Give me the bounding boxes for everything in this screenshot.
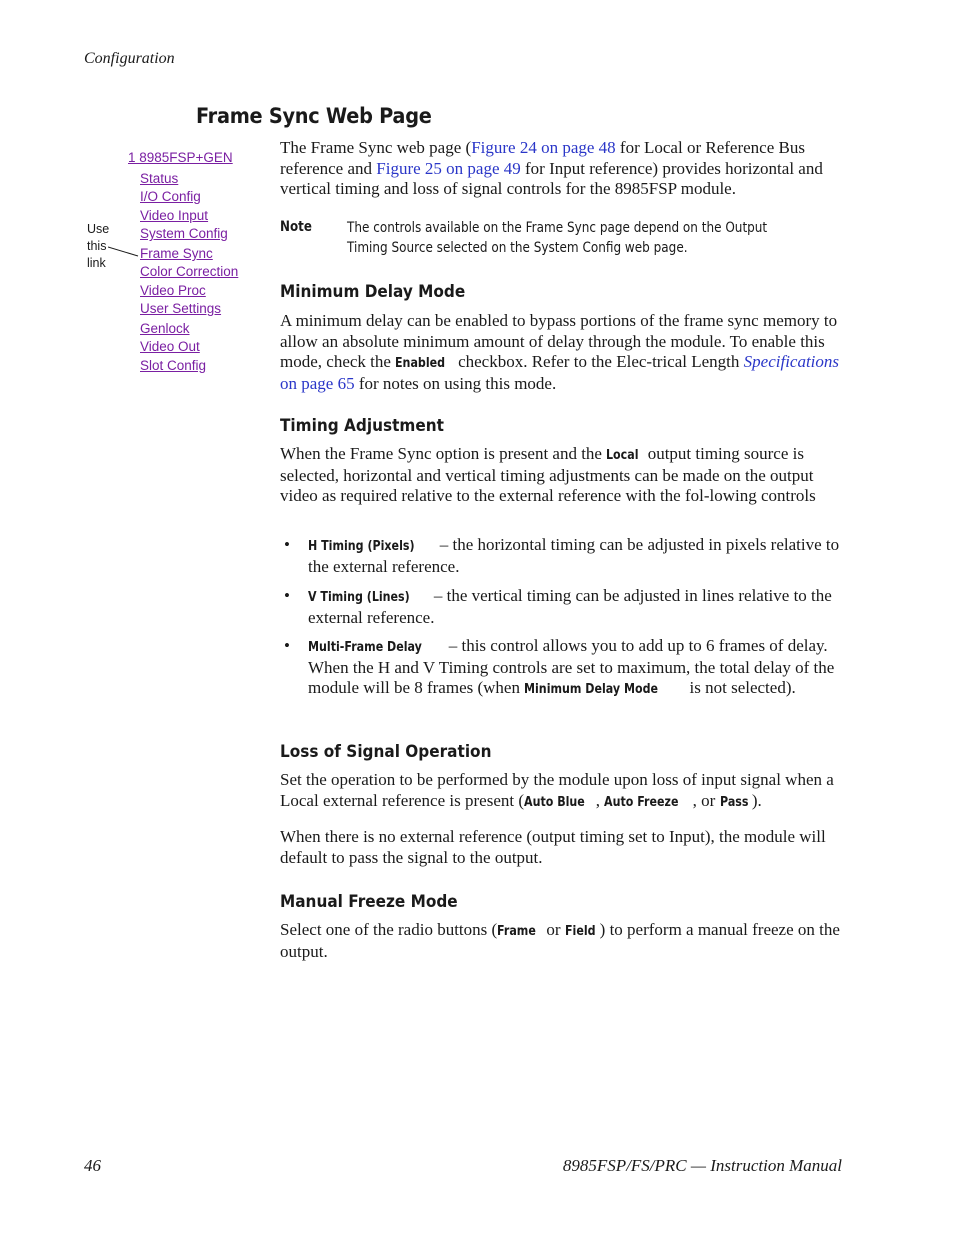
- note-label: Note: [280, 219, 312, 235]
- text: output timing source is selected, horizontal and vertical timing adjustments can be made on the output video as required relative to the external reference with the fol-lowing controls: [280, 444, 816, 505]
- text: on page 65: [280, 373, 355, 393]
- ui-term-enabled: Enabled: [395, 355, 446, 371]
- ui-term-h-timing: H Timing (Pixels): [308, 538, 415, 554]
- nav-item-status[interactable]: Status: [140, 171, 179, 186]
- nav-item-user-settings[interactable]: User Settings: [140, 301, 222, 316]
- text: for Input reference) provides horizontal and vertical timing and loss of signal controls for the 8985FSP module.: [280, 158, 823, 198]
- bullet-multi-frame-delay: [308, 636, 845, 700]
- callout-word: link: [87, 256, 106, 270]
- section-heading-timing-adjustment: Timing Adjustment: [280, 416, 444, 436]
- callout-word: this: [87, 239, 107, 253]
- text: When the Frame Sync option is present and the: [280, 444, 607, 463]
- callout-leader-line: [108, 246, 140, 258]
- nav-item-video-out[interactable]: Video Out: [140, 339, 200, 354]
- nav-item-video-proc[interactable]: Video Proc: [140, 283, 206, 298]
- ui-term-multi-frame-delay: Multi-Frame Delay: [308, 639, 422, 655]
- bullet-h-timing: [308, 535, 845, 577]
- ui-term-v-timing: V Timing (Lines): [308, 589, 410, 605]
- text: Set the operation to be performed by the module upon loss of input signal when a Local external reference is present (: [280, 770, 834, 810]
- nav-item-frame-sync[interactable]: Frame Sync: [140, 246, 213, 261]
- manual-freeze-paragraph: [280, 920, 845, 962]
- text: ).: [751, 790, 762, 810]
- minimum-delay-paragraph: [280, 311, 845, 394]
- intro-paragraph: [280, 138, 845, 200]
- text: A minimum delay can be enabled to bypass portions of the frame sync memory to allow an absolute minimum amount of delay through the module. To enable this mode, check the: [280, 311, 838, 371]
- text: checkbox. Refer to the Elec-trical Length: [453, 352, 744, 371]
- text: – the horizontal timing can be adjusted in pixels relative to the external reference.: [308, 535, 840, 576]
- bullet-v-timing: [308, 586, 845, 628]
- timing-paragraph: [280, 444, 845, 507]
- callout-word: Use: [87, 222, 110, 236]
- text: , or: [692, 790, 720, 810]
- manual-title: 8985FSP/FS/PRC — Instruction Manual: [562, 1156, 842, 1175]
- note-text: The controls available on the Frame Sync page depend on the Output Timing Source selected on the System Config web page.: [347, 220, 768, 256]
- text: – the vertical timing can be adjusted in lines relative to the external reference.: [308, 586, 832, 627]
- text: is not selected).: [685, 678, 796, 697]
- page-title: Frame Sync Web Page: [196, 104, 432, 128]
- page-number: 46: [84, 1156, 101, 1175]
- ui-term-local: Local: [606, 447, 639, 463]
- section-heading-minimum-delay: Minimum Delay Mode: [280, 282, 466, 302]
- ui-term-frame: Frame: [497, 923, 537, 939]
- bullet: •: [284, 586, 290, 605]
- section-heading-manual-freeze: Manual Freeze Mode: [280, 892, 458, 912]
- figure-25-link[interactable]: Figure 25 on page 49: [376, 158, 521, 178]
- text: ) to perform a manual freeze on the output.: [280, 920, 840, 961]
- nav-item-genlock[interactable]: Genlock: [140, 321, 190, 336]
- nav-item-system-config[interactable]: System Config: [140, 226, 228, 241]
- section-heading-loss-of-signal: Loss of Signal Operation: [280, 742, 492, 762]
- text: ,: [595, 790, 605, 810]
- loss-of-signal-paragraph: [280, 770, 845, 812]
- nav-item-color-correction[interactable]: Color Correction: [140, 264, 239, 279]
- bullet: •: [284, 535, 290, 554]
- text: Select one of the radio buttons (: [280, 920, 498, 939]
- nav-item-io-config[interactable]: I/O Config: [140, 189, 201, 204]
- bullet: •: [284, 636, 290, 655]
- ui-term-auto-freeze: Auto Freeze: [604, 793, 679, 810]
- nav-item-slot-config[interactable]: Slot Config: [140, 358, 207, 373]
- no-reference-paragraph: When there is no external reference (output timing set to Input), the module will default to pass the signal to the output.: [280, 827, 826, 867]
- text: – this control allows you to add up to 6 frames of delay. When the H and V Timing controls are set to maximum, the total delay of the module will be 8 frames (when: [308, 636, 835, 697]
- ui-term-field: Field: [564, 923, 596, 939]
- text: The Frame Sync web page (: [280, 138, 472, 157]
- nav-module-link[interactable]: 1 8985FSP+GEN: [128, 150, 233, 165]
- nav-item-video-input[interactable]: Video Input: [140, 208, 209, 223]
- ui-term-minimum-delay-mode: Minimum Delay Mode: [524, 681, 659, 697]
- figure-24-link[interactable]: Figure 24 on page 48: [471, 138, 616, 157]
- text: for notes on using this mode.: [354, 373, 557, 393]
- ui-term-pass: Pass: [719, 793, 749, 810]
- text: Specifications: [743, 352, 840, 371]
- text: for Local or Reference Bus reference and: [280, 138, 805, 178]
- ui-term-auto-blue: Auto Blue: [524, 793, 585, 810]
- use-this-link-callout: [87, 221, 109, 272]
- running-head: Configuration: [84, 50, 175, 67]
- text: or: [542, 920, 565, 939]
